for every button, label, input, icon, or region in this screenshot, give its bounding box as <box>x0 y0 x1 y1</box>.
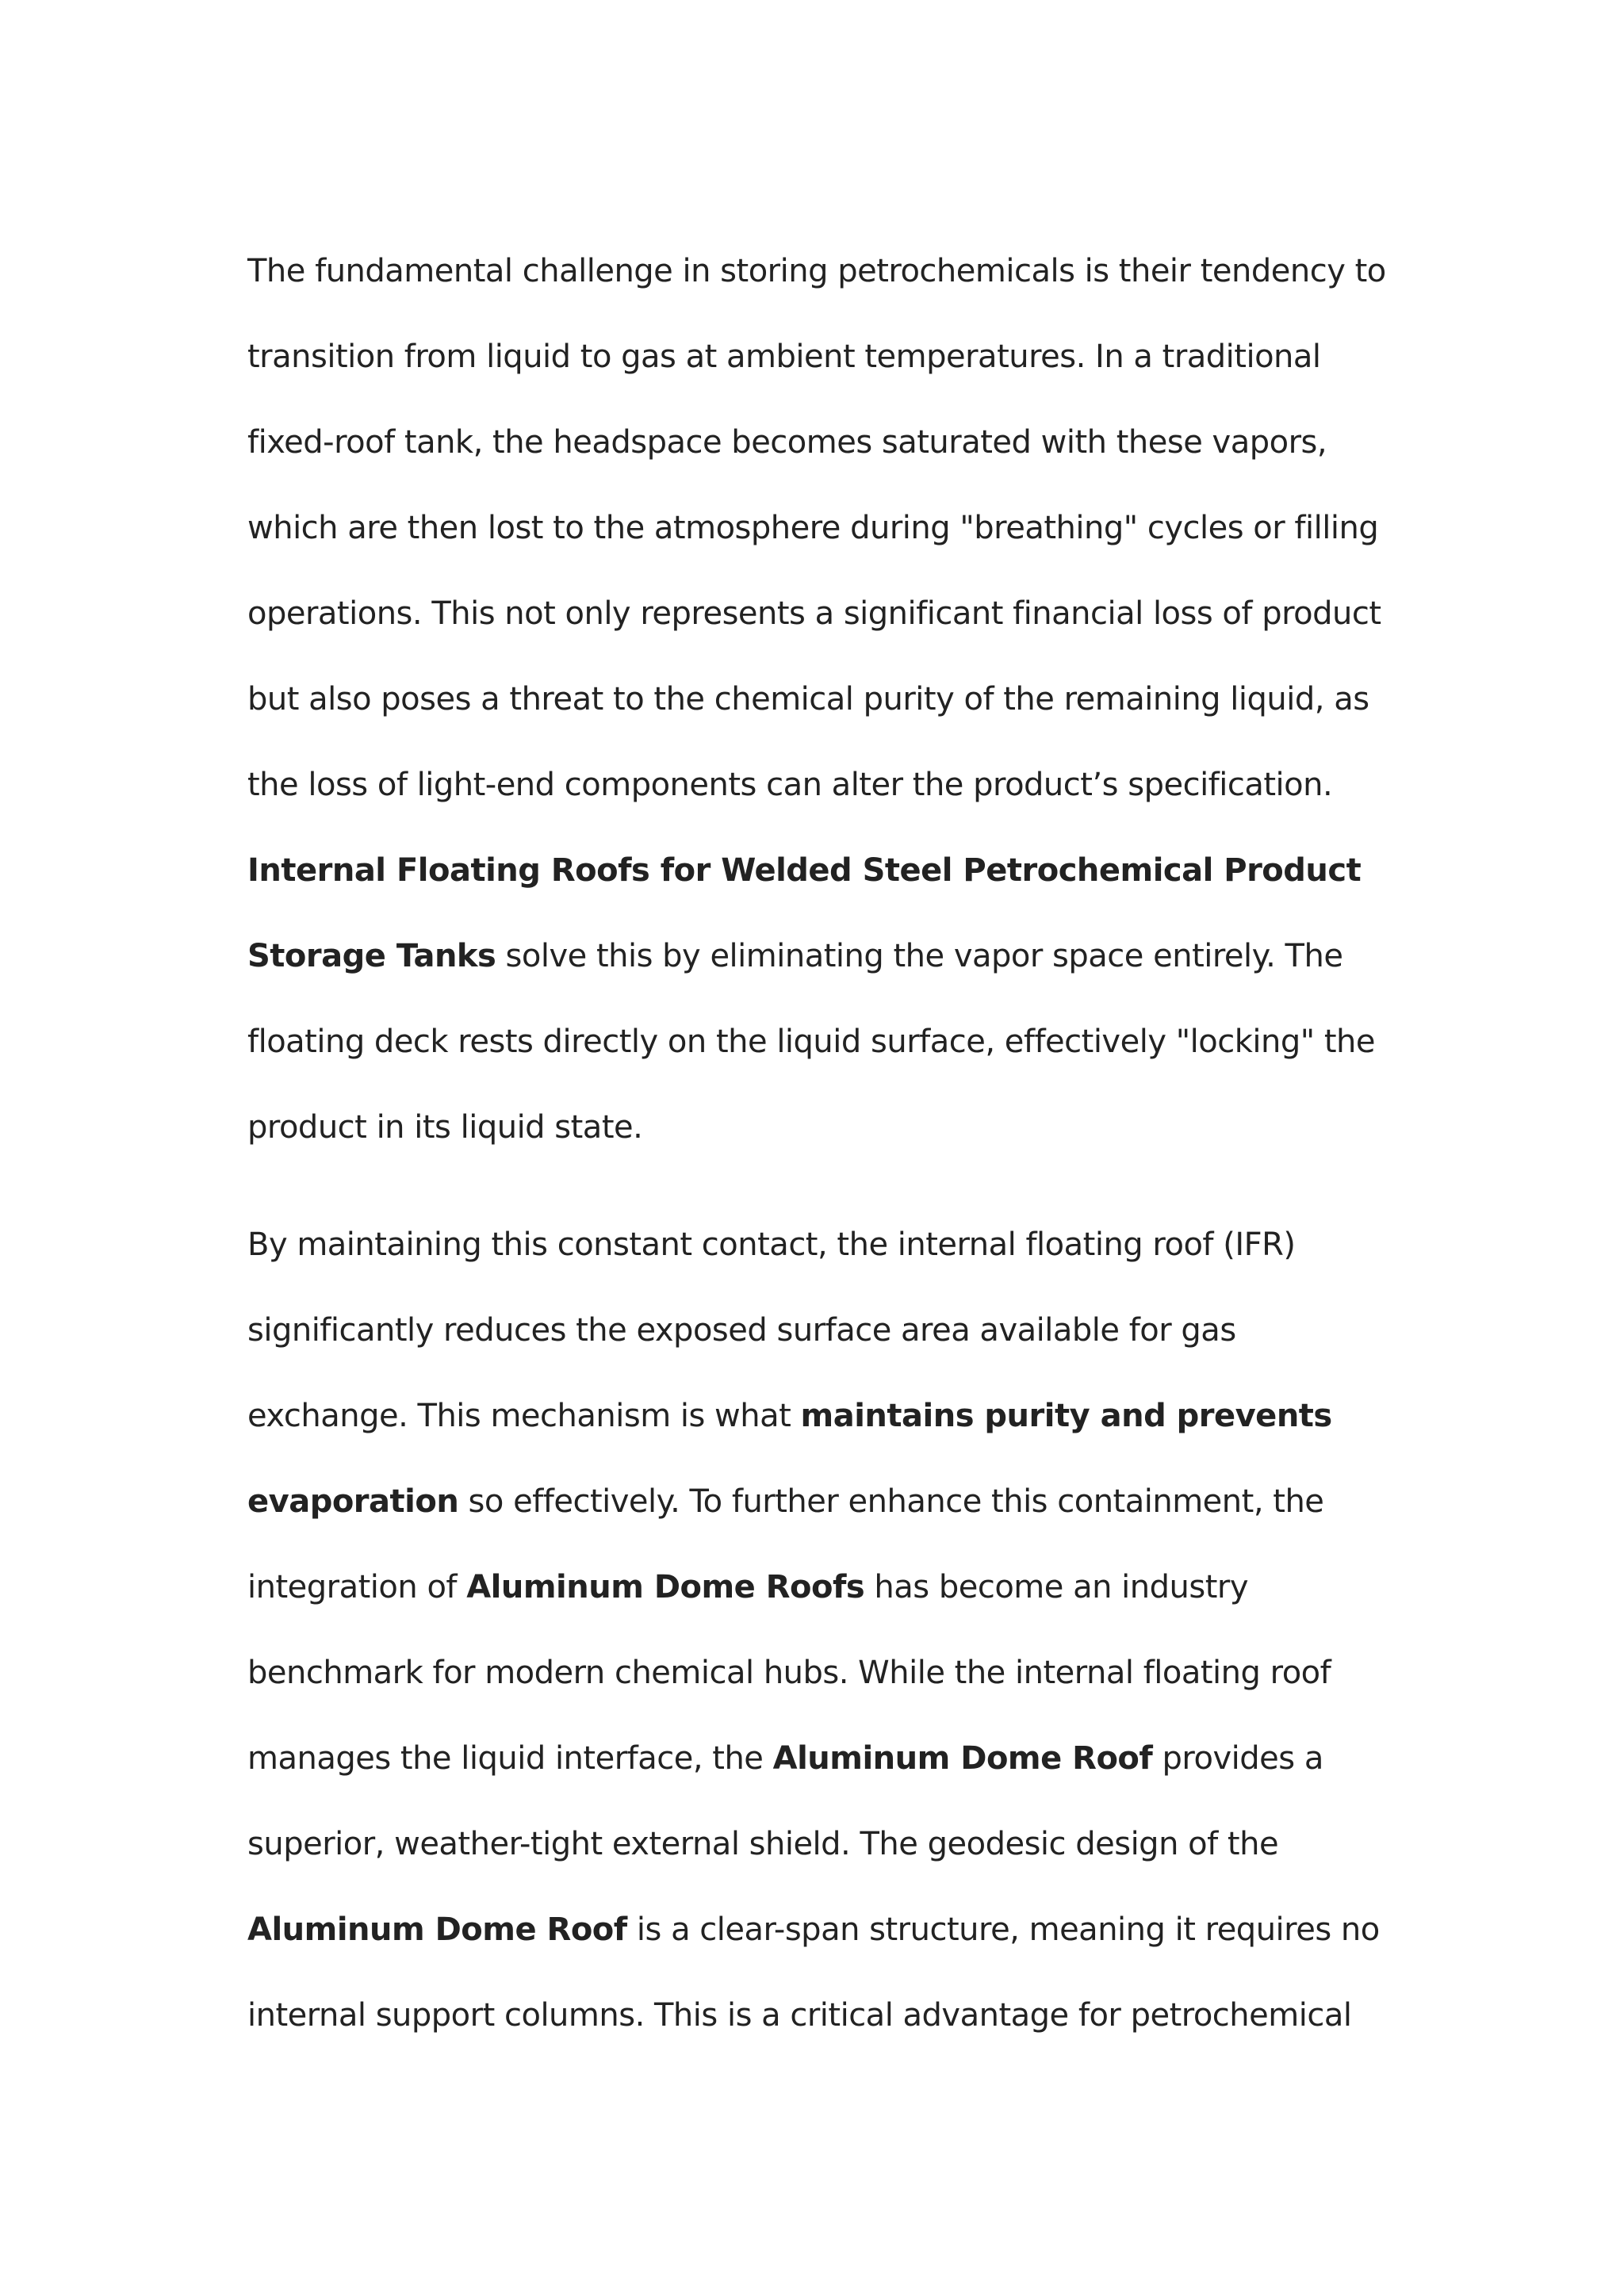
paragraph-2-text-4: provides a superior, weather-tight external shield. The geodesic design of the <box>247 1740 1323 1862</box>
paragraph-2-text-5: is a clear-span structure, meaning it requires no internal support columns. This is a critical advantage for petrochemical <box>247 1911 1380 2034</box>
document-body <box>247 228 1397 2058</box>
paragraph-2-bold-1: maintains purity and prevents evaporation <box>247 1398 1332 1520</box>
paragraph-1-bold-1: Internal Floating Roofs for Welded Steel Petrochemical Product Storage Tanks <box>247 852 1362 974</box>
paragraph-1 <box>247 228 1397 1170</box>
paragraph-2-bold-3: Aluminum Dome Roof <box>772 1740 1153 1777</box>
paragraph-1-text-2: solve this by eliminating the vapor space entirely. The floating deck rests directly on the liquid surface, effectively "locking" the product in its liquid state. <box>247 938 1375 1146</box>
paragraph-2-text-3: has become an industry benchmark for modern chemical hubs. While the internal floating roof manages the liquid interface, the <box>247 1569 1331 1777</box>
paragraph-2-text-1: By maintaining this constant contact, the internal floating roof (IFR) significantly reduces the exposed surface area available for gas exchange. This mechanism is what <box>247 1226 1296 1434</box>
paragraph-2-bold-4: Aluminum Dome Roof <box>247 1911 627 1948</box>
paragraph-1-text-1: The fundamental challenge in storing petrochemicals is their tendency to transition from liquid to gas at ambient temperatures. In a traditional fixed-roof tank, the headspace becomes saturated with these vapors, which are then lost to the atmosphere during "breathing" cycles or filling operations. This not only represents a significant financial loss of product but also poses a threat to the chemical purity of the remaining liquid, as the loss of light-end components can alter the product’s specification. <box>247 253 1386 803</box>
paragraph-2 <box>247 1202 1397 2058</box>
paragraph-2-bold-2: Aluminum Dome Roofs <box>466 1569 865 1605</box>
paragraph-2-text-2: so effectively. To further enhance this containment, the integration of <box>247 1483 1324 1605</box>
